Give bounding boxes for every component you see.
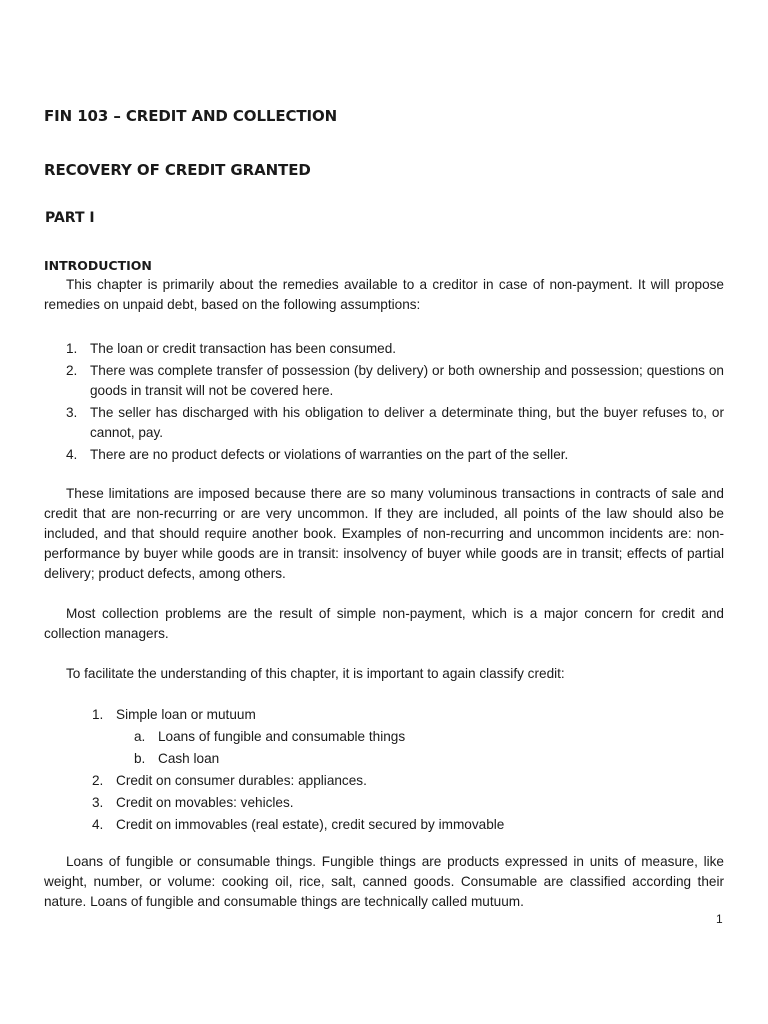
list-item: 4. There are no product defects or violations of warranties on the part of the seller. [66,447,569,462]
intro-paragraph: This chapter is primarily about the remedies available to a creditor in case of non-payment. It will propose remedies on unpaid debt, based on the following assumptions: [44,277,724,312]
sub-list [92,726,724,770]
list-item: 1. Simple loan or mutuum a. Loans of fungible and consumable things b. Cash loan [92,704,724,770]
fungible-paragraph: Loans of fungible or consumable things. Fungible things are products expressed in units of measure, like weight, number, or volume: cooking oil, rice, salt, canned goods. Consumable are classified according their nature. Loans of fungible and consumable things are technically called mutuum. [44,854,724,909]
credit-classes-list [92,704,724,836]
assumptions-list [66,339,724,467]
part-heading: PART I [45,210,95,226]
limitations-paragraph: These limitations are imposed because there are so many voluminous transactions in contracts of sale and credit that are non-recurring or are very uncommon. If they are included, all points of the law should also be included, and that should require another book. Examples of non-recurring and uncommon incidents are: non-performance by buyer while goods are in transit: insolvency of buyer while goods are in transit; effects of partial delivery; product defects, among others. [44,486,724,581]
collection-paragraph: Most collection problems are the result of simple non-payment, which is a major concern for credit and collection managers. [44,606,724,641]
chapter-title: RECOVERY OF CREDIT GRANTED [44,161,311,179]
list-item: 3. Credit on movables: vehicles. [92,795,294,810]
classify-paragraph: To facilitate the understanding of this chapter, it is important to again classify credit: [66,666,565,681]
page-number: 1 [716,912,723,926]
sub-list-item: a. Loans of fungible and consumable things [134,729,406,744]
sub-list-item: b. Cash loan [134,751,220,766]
list-item: 3. The seller has discharged with his obligation to deliver a determinate thing, but the buyer refuses to, or cannot, pay. [66,405,724,440]
section-heading: INTRODUCTION [44,258,152,273]
list-item: 1. The loan or credit transaction has been consumed. [66,341,397,356]
list-item: 2. Credit on consumer durables: appliances. [92,773,367,788]
list-item: 2. There was complete transfer of possession (by delivery) or both ownership and possession; questions on goods in transit will not be covered here. [66,363,724,398]
document-title: FIN 103 – CREDIT AND COLLECTION [44,107,338,125]
list-item: 4. Credit on immovables (real estate), credit secured by immovable [92,817,505,832]
